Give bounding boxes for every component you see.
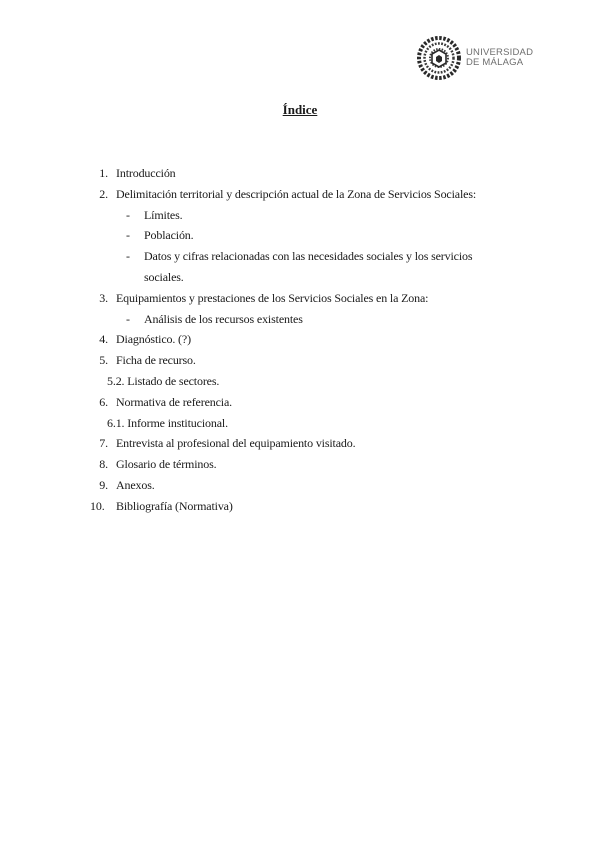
toc-item-5 [90,350,476,371]
table-of-contents [90,163,476,517]
toc-item-7 [90,433,476,454]
toc-item-text: Normativa de referencia. [116,394,232,409]
toc-subitem-6-1: 6.1. Informe institucional. [107,415,228,430]
toc-item-text: Delimitación territorial y descripción actual de la Zona de Servicios Sociales: [116,186,477,201]
toc-item-number: 8. [99,457,108,472]
toc-item-number: 6. [99,394,108,409]
toc-item-6 [90,392,476,413]
university-name-line1: UNIVERSIDAD [466,47,534,58]
toc-subitem-text: Análisis de los recursos existentes [144,311,303,326]
page-title: Índice [282,102,318,117]
toc-item-text: Anexos. [116,477,155,492]
toc-item-text: Bibliografía (Normativa) [116,498,233,513]
toc-subitem-text: Límites. [144,207,183,222]
toc-item-1 [90,163,476,184]
toc-item-2 [90,184,476,205]
toc-item-9 [90,475,476,496]
toc-item-number: 4. [99,332,108,347]
toc-subitem [90,225,476,246]
toc-subitem-text: Población. [144,228,194,243]
bullet-dash: - [126,228,130,243]
toc-item-number: 3. [99,290,108,305]
toc-item-8 [90,454,476,475]
toc-item-text: Ficha de recurso. [116,353,196,368]
toc-item-3 [90,288,476,309]
toc-subitem-text: Datos y cifras relacionadas con las necesidades sociales y los servicios [144,249,473,264]
toc-item-number: 1. [99,166,108,180]
toc-item-number: 5. [99,353,108,368]
bullet-dash: - [126,311,130,326]
university-seal-icon [417,36,461,80]
university-logo [417,36,533,80]
toc-item-10 [90,496,476,517]
toc-subitem [90,309,476,330]
toc-subitem [90,246,476,267]
toc-item-text: Equipamientos y prestaciones de los Servicios Sociales en la Zona: [116,290,429,305]
toc-item-text: Entrevista al profesional del equipamiento visitado. [116,436,356,451]
toc-item-text: Introducción [116,166,176,180]
toc-item-number: 7. [99,436,108,451]
toc-item-number: 2. [99,186,108,201]
toc-item-text: Diagnóstico. (?) [116,332,191,347]
toc-item-text: Glosario de términos. [116,457,217,472]
toc-subitem [90,205,476,226]
toc-item-number: 10. [90,498,105,513]
toc-subitem-continuation: sociales. [144,269,184,284]
university-name [466,48,533,68]
university-name-line2: DE MÁLAGA [466,57,524,68]
toc-item-4 [90,329,476,350]
toc-item-number: 9. [99,477,108,492]
bullet-dash: - [126,249,130,264]
toc-subitem-5-2: 5.2. Listado de sectores. [107,373,220,388]
bullet-dash: - [126,207,130,222]
